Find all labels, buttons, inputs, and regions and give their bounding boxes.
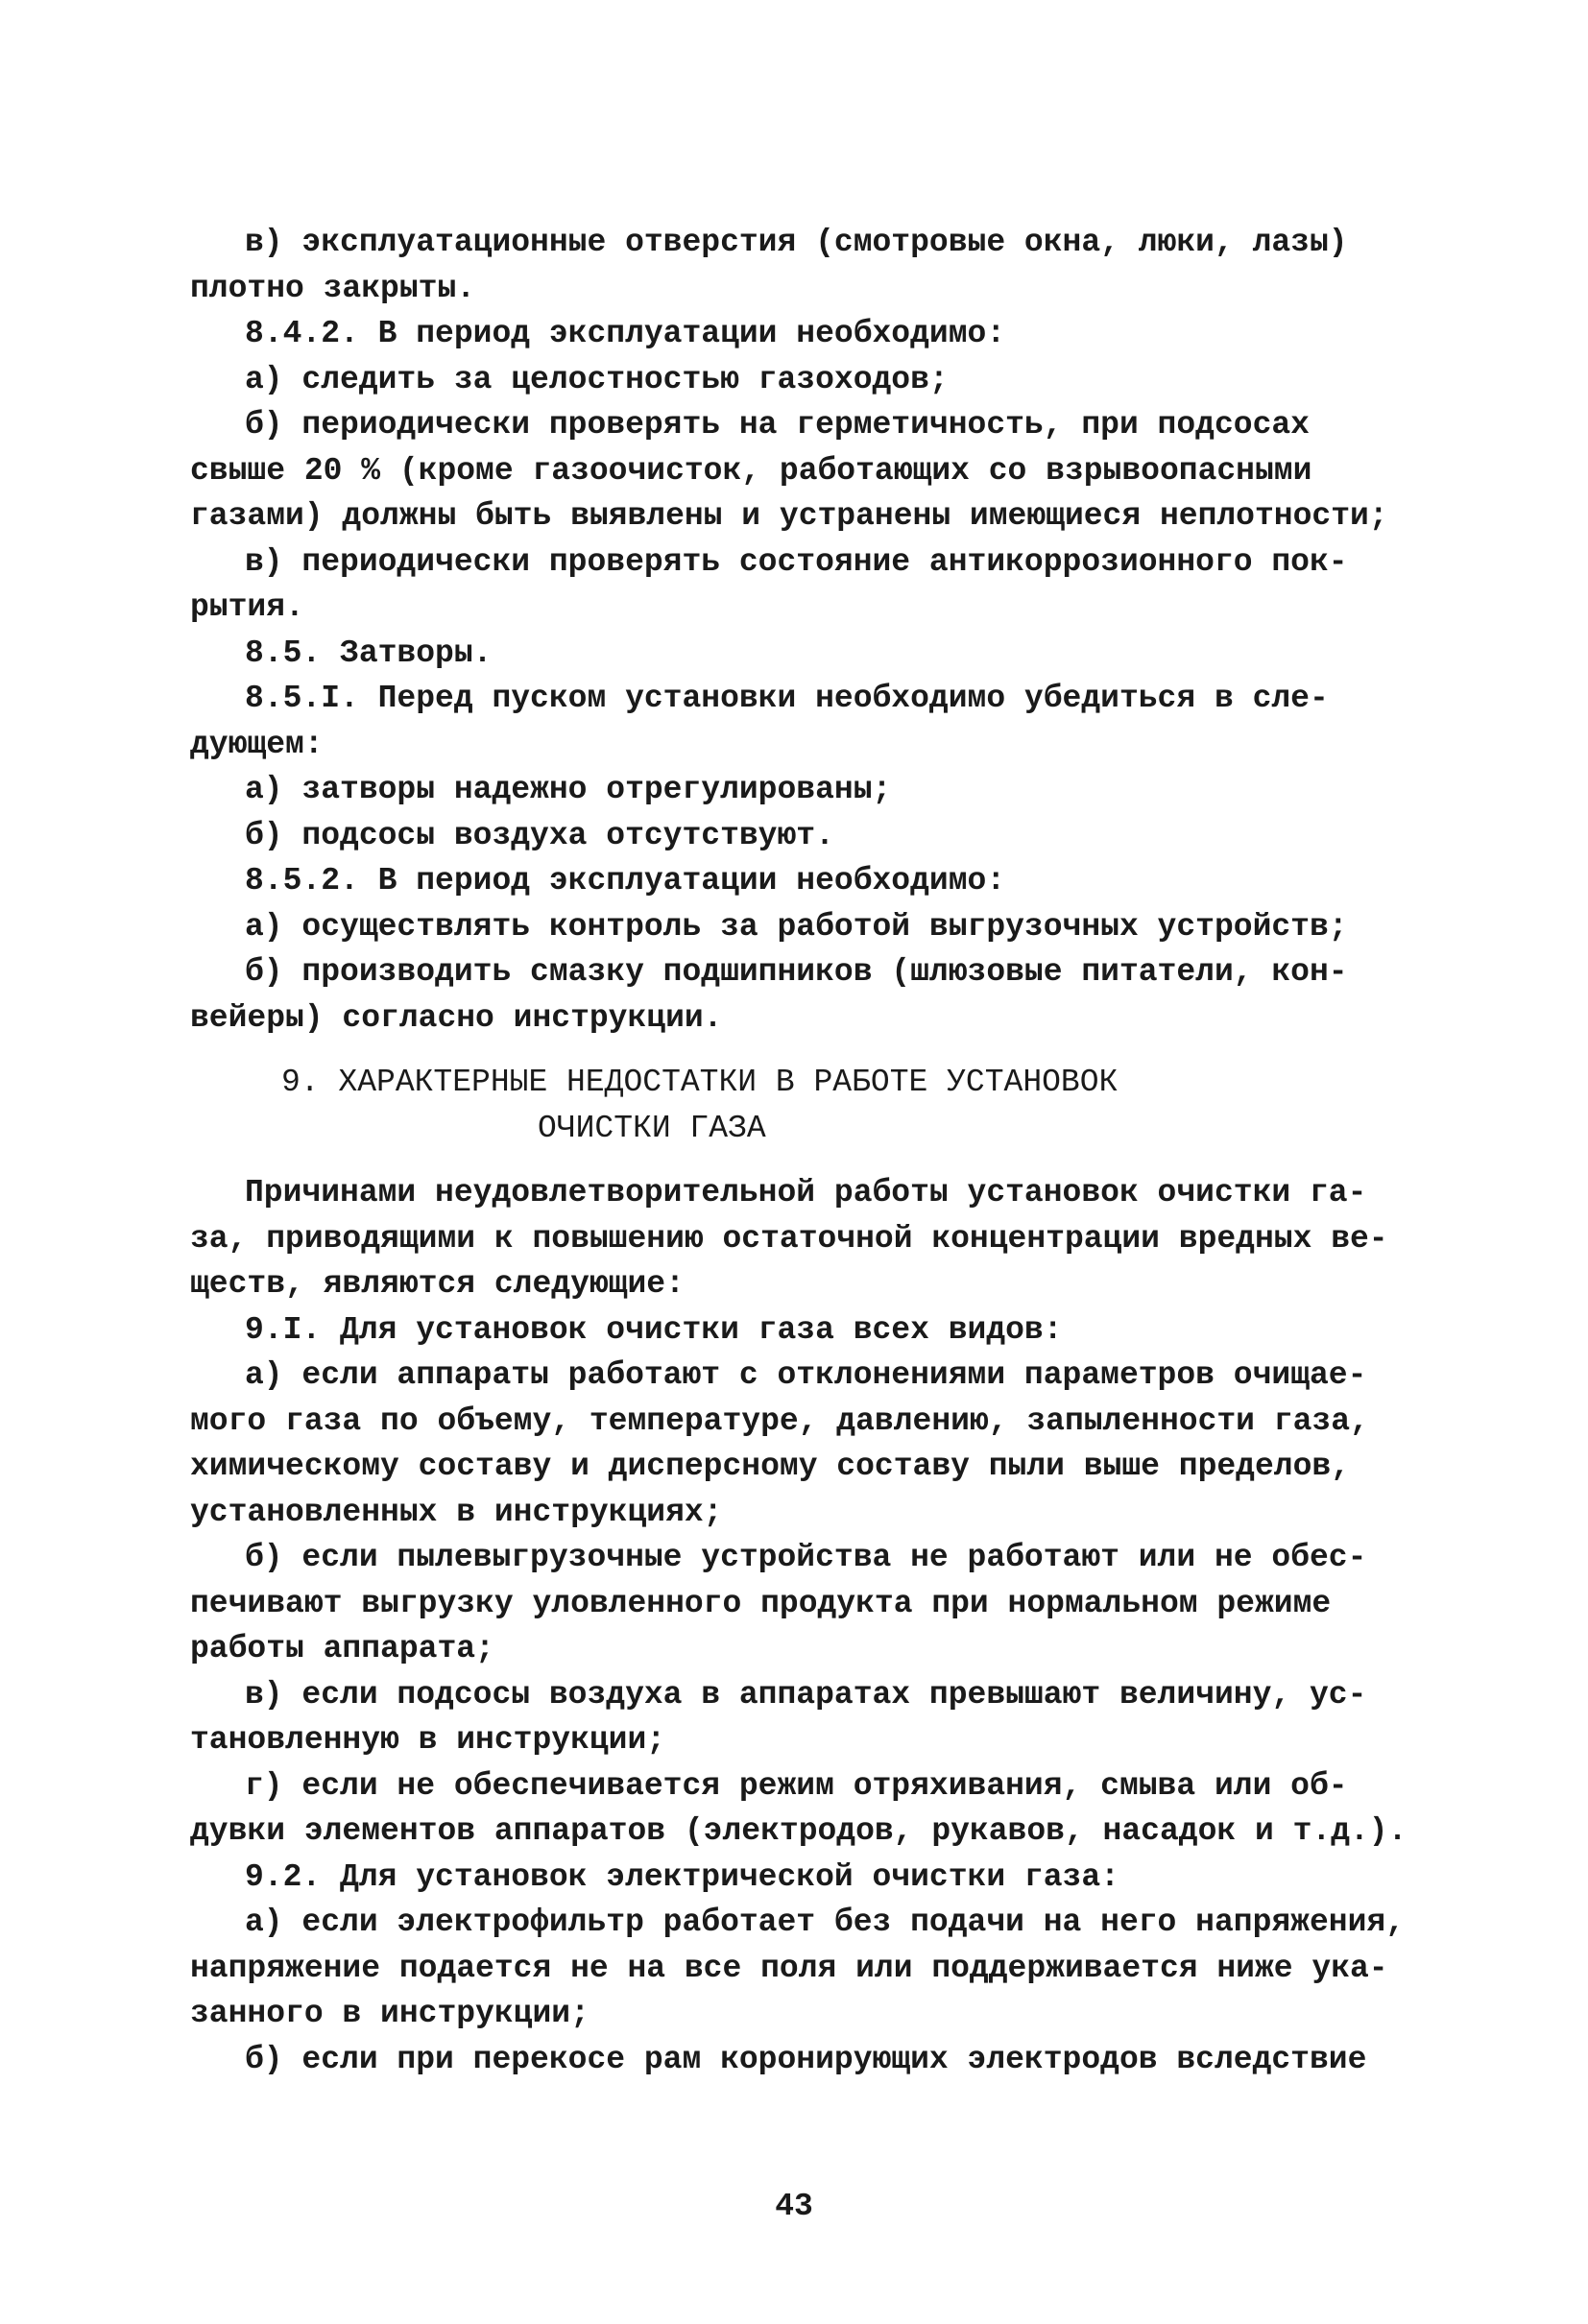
text-line: печивают выгрузку уловленного продукта при нормальном режиме (190, 1585, 1332, 1621)
body-text (190, 220, 1438, 2082)
paragraph (190, 1170, 1438, 1307)
paragraph (190, 767, 1438, 813)
text-line: а) если электрофильтр работает без подачи на него напряжения, (245, 1905, 1405, 1940)
text-line: б) если при перекосе рам коронирующих электродов вследствие (245, 2041, 1367, 2077)
paragraphs-bottom (190, 1170, 1438, 2082)
paragraph (190, 813, 1438, 859)
text-line: б) периодически проверять на герметичность, при подсосах (245, 407, 1310, 443)
text-line: Причинами неудовлетворительной работы установок очистки га- (245, 1175, 1367, 1210)
paragraph (190, 949, 1438, 1041)
text-line: а) следить за целостностью газоходов; (245, 361, 949, 397)
text-line: г) если не обеспечивается режим отряхивания, смыва или об- (245, 1767, 1348, 1804)
paragraph (190, 631, 1438, 677)
text-line: свыше 20 % (кроме газоочисток, работающих со взрывоопасными (190, 452, 1312, 489)
text-line: 8.5.I. Перед пуском установки необходимо убедиться в сле- (245, 681, 1329, 716)
text-line: дувки элементов аппаратов (электродов, рукавов, насадок и т.д.). (190, 1813, 1408, 1849)
paragraph (190, 357, 1438, 403)
paragraph (190, 402, 1438, 539)
paragraph (190, 858, 1438, 904)
text-line: плотно закрыты. (190, 270, 476, 306)
text-line: химическому составу и дисперсному составу пыли выше пределов, (190, 1449, 1350, 1484)
paragraph (190, 539, 1438, 631)
paragraph (190, 1307, 1438, 1354)
paragraph (190, 904, 1438, 950)
paragraph (190, 1353, 1438, 1535)
paragraph (190, 1900, 1438, 2037)
section-heading-line-2: ОЧИСТКИ ГАЗА (538, 1110, 766, 1146)
text-line: б) если пылевыгрузочные устройства не работают или не обес- (245, 1540, 1367, 1575)
text-line: напряжение подается не на все поля или поддерживается ниже ука- (190, 1950, 1388, 1986)
text-line: тановленную в инструкции; (190, 1722, 666, 1758)
text-line: 8.5. Затворы. (245, 635, 493, 671)
text-line: газами) должны быть выявлены и устранены имеющиеся неплотности; (190, 498, 1388, 534)
text-line: в) периодически проверять состояние антикоррозионного пок- (245, 543, 1348, 580)
text-line: б) подсосы воздуха отсутствуют. (245, 817, 834, 853)
text-line: рытия. (190, 589, 304, 625)
paragraph (190, 1855, 1438, 1901)
text-line: а) осуществлять контроль за работой выгрузочных устройств; (245, 908, 1348, 945)
paragraph (190, 1535, 1438, 1672)
text-line: за, приводящими к повышению остаточной концентрации вредных ве- (190, 1220, 1388, 1257)
text-line: а) затворы надежно отрегулированы; (245, 772, 892, 807)
text-line: вейеры) согласно инструкции. (190, 999, 723, 1036)
text-line: ществ, являются следующие: (190, 1266, 685, 1302)
paragraphs-top (190, 220, 1438, 1041)
text-line: 9.2. Для установок электрической очистки газа: (245, 1858, 1119, 1895)
paragraph (190, 220, 1438, 311)
section-heading-line-1: 9. ХАРАКТЕРНЫЕ НЕДОСТАТКИ В РАБОТЕ УСТАНОВОК (281, 1065, 1119, 1100)
text-line: 9.I. Для установок очистки газа всех видов: (245, 1311, 1063, 1348)
page-number: 43 (775, 2189, 813, 2224)
text-line: 8.4.2. В период эксплуатации необходимо: (245, 316, 1006, 351)
text-line: работы аппарата; (190, 1631, 494, 1666)
text-line: установленных в инструкциях; (190, 1494, 723, 1530)
paragraph (190, 311, 1438, 357)
text-line: дующем: (190, 726, 324, 762)
paragraph (190, 676, 1438, 767)
text-line: 8.5.2. В период эксплуатации необходимо: (245, 863, 1006, 898)
text-line: в) если подсосы воздуха в аппаратах превышают величину, ус- (245, 1676, 1367, 1713)
text-line: в) эксплуатационные отверстия (смотровые окна, люки, лазы) (245, 225, 1348, 260)
text-line: а) если аппараты работают с отклонениями параметров очищае- (245, 1357, 1367, 1393)
text-line: б) производить смазку подшипников (шлюзовые питатели, кон- (245, 954, 1348, 990)
text-line: занного в инструкции; (190, 1996, 589, 2031)
text-line: мого газа по объему, температуре, давлению, запыленности газа, (190, 1402, 1369, 1439)
paragraph (190, 1763, 1438, 1855)
paragraph (190, 1672, 1438, 1763)
paragraph (190, 2037, 1438, 2083)
section-heading (190, 1041, 1438, 1170)
